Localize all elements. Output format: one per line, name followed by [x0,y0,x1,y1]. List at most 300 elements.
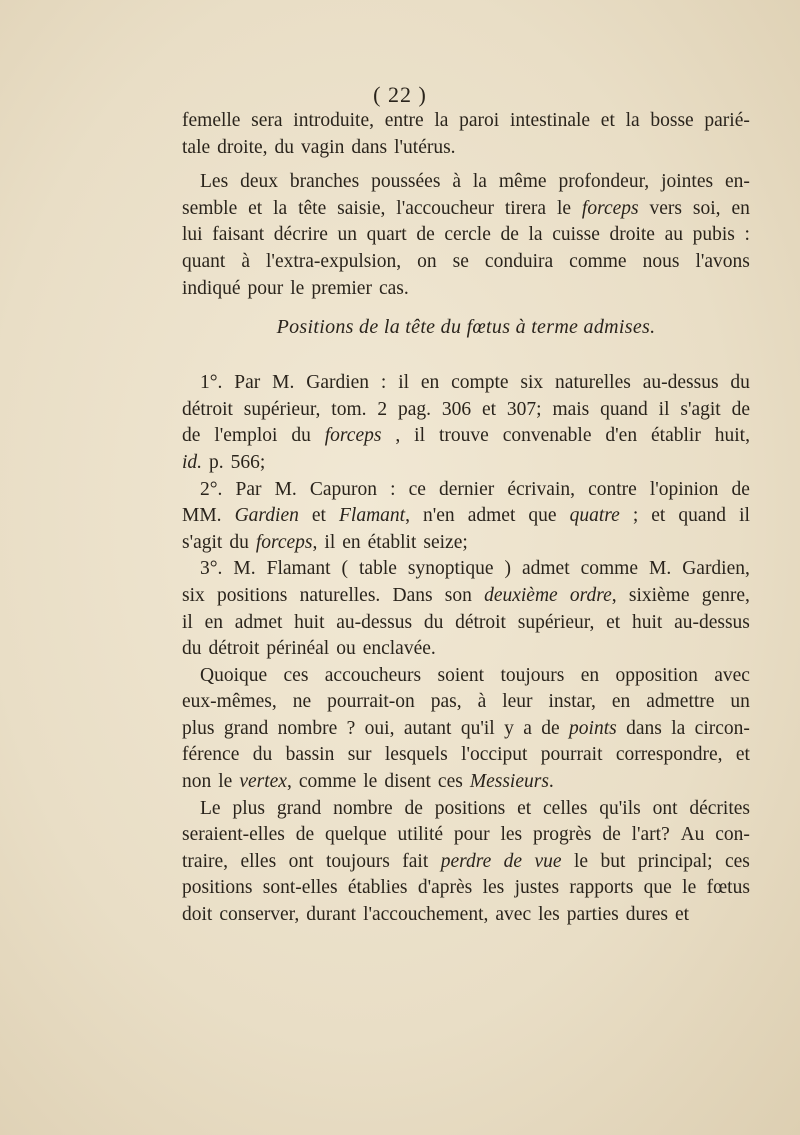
word: Flamant, [339,505,410,527]
word: : [380,372,387,394]
word: quatre [569,505,620,527]
word: l'utérus. [394,136,456,158]
word: pour [247,277,284,299]
word: ces [437,771,463,793]
word: l'occiput [461,744,528,766]
word: deuxième [484,584,558,606]
word: enclavée. [362,638,436,660]
word: le [573,850,589,872]
word: parié- [704,110,750,131]
word: vagin [301,136,345,158]
word: le [682,877,697,899]
text-line [182,665,750,692]
word: Les [200,171,229,193]
word: comme [580,558,639,580]
word: saisie, [337,197,386,219]
word: l'art? [631,824,670,846]
word: instar, [548,691,596,713]
word: nous [642,250,680,272]
word: M. [274,478,297,500]
word: : [390,478,396,500]
word: de [182,425,201,447]
word: toujours [325,850,390,872]
word: forceps [581,197,639,219]
word: positions [182,877,253,899]
text-line [182,505,750,532]
word: s'agit [680,398,721,420]
word: avec [714,664,750,686]
word: autant [403,717,452,739]
word: en [611,691,631,713]
word: grand [276,797,322,819]
word: au-dessus [336,611,413,633]
word: lui [182,224,203,246]
word: conserver, [219,904,300,926]
text-line [182,532,750,559]
text-line [182,110,750,137]
word: bassin [285,744,335,766]
word: 1°. [200,372,223,394]
word: ordre, [569,584,617,606]
word: pourrait [540,744,603,766]
word: son [444,584,472,606]
word: au-dessus [674,611,750,633]
text-line [182,851,750,878]
text-line [182,372,750,399]
word: but [600,850,626,872]
word: il [182,611,193,633]
word: qu'il [460,717,495,739]
word: férence [182,744,240,766]
word: ce [408,478,426,500]
word: du [423,611,444,633]
word: du [291,425,311,447]
word: positions [216,584,288,606]
word: du [274,136,295,158]
word: de [731,398,750,420]
text-line [182,877,750,904]
word: établies [347,877,408,899]
word: conduira [484,250,554,272]
word: genre, [701,584,750,606]
word: soient [437,664,485,686]
word: bosse [650,110,694,131]
word: de [500,224,519,246]
word: n'en [423,505,455,527]
word: jointes [661,171,714,193]
word: compte [451,372,509,394]
word: cercle [444,224,491,246]
word: celles [543,797,588,819]
word: Au [680,824,705,846]
word: lesquels [384,744,448,766]
word: décrire [273,224,328,246]
word: pag. [397,398,431,420]
word: perdre [440,850,492,872]
word: ces [724,850,750,872]
word: Quoique [200,664,268,686]
paragraph [182,479,750,559]
word: soi, [692,197,721,219]
word: quelque [324,824,387,846]
section-heading: Positions de la tête du fœtus à terme admises. [276,316,656,339]
word: s'agit [182,531,223,553]
word: admettre [646,691,715,713]
word: ? [346,717,356,739]
word: fœtus [706,877,750,899]
word: détroit [182,398,233,420]
text-line [182,612,750,639]
word: quant [182,250,226,272]
word: sixième [628,584,690,606]
word: ( [341,558,349,580]
paragraph [182,558,750,664]
word: il [739,505,750,527]
word: comme [298,771,357,793]
word: 2 [377,398,388,420]
text-line [182,904,750,931]
word: positions [434,797,506,819]
word: vertex, [239,771,292,793]
word: et [606,611,621,633]
word: huit [294,611,325,633]
word: et [675,904,690,926]
word: la [434,110,449,131]
word: tale [182,136,211,158]
text-line [182,171,750,198]
paragraph [182,171,750,304]
word: le [363,771,378,793]
word: supérieur, [243,398,321,420]
word: poussées [371,171,441,193]
word: et [651,505,666,527]
text-line [182,771,750,798]
word: dans [351,136,388,158]
word: vers [649,197,683,219]
word: détroit [208,638,260,660]
paragraph [182,665,750,798]
word: nombre [333,797,393,819]
text-line [182,638,750,665]
word: l'accouchement, [363,904,489,926]
word: et [517,797,532,819]
word: du [730,372,750,394]
word: pas, [430,691,462,713]
word: en [580,664,600,686]
word: écrivain, [507,478,575,500]
word: disent [384,771,431,793]
word: traire, [182,850,229,872]
word: ou [336,638,356,660]
word: on [417,250,437,272]
word: l'emploi [214,425,278,447]
word: entre [384,110,424,131]
word: pubis [692,224,735,246]
text-line [182,558,750,585]
word: grand [223,717,269,739]
word: parties [566,904,619,926]
word: périnéal [266,638,330,660]
word: du [252,744,273,766]
paragraph [182,798,750,931]
word: supérieur, [517,611,595,633]
word: M. [233,558,256,580]
word: l'accoucheur [396,197,494,219]
word: huit [631,611,663,633]
word: au [664,224,683,246]
word: forceps [324,425,382,447]
word: mais [552,398,590,420]
word: forceps, [255,531,318,553]
word: durant [306,904,357,926]
word: a [523,717,532,739]
word: quand [678,505,727,527]
word: trouve [438,425,489,447]
word: de [731,478,750,500]
word: 306 [441,398,472,420]
word: naturelles [555,372,631,394]
word: même [498,171,547,193]
word: convenable [502,425,592,447]
word: 2°. [200,478,223,500]
word: : [744,224,750,246]
word: Par [234,372,261,394]
word: intestinale [509,110,591,131]
word: cas. [378,277,409,299]
word: tête [298,197,327,219]
word: les [482,877,505,899]
word: en [204,611,223,633]
word: six [182,584,205,606]
word: l'extra-expulsion, [266,250,402,272]
word: paroi [459,110,500,131]
text-line [182,251,750,278]
word: Gardien, [682,558,750,580]
word: leur [502,691,533,713]
word: contre [588,478,637,500]
word: du [229,531,249,553]
word: admet [234,611,283,633]
word: admet [521,558,570,580]
text-line [182,718,750,745]
word: l'avons [695,250,750,272]
word: la [625,110,640,131]
word: 3°. [200,558,223,580]
word: cuisse [552,224,600,246]
word: il [658,398,670,420]
word: se [452,250,469,272]
word: toujours [500,664,565,686]
word: plus [182,717,215,739]
text-line [182,479,750,506]
word: un [337,224,358,246]
word: et [311,505,326,527]
word: opposition [615,664,698,686]
word: qu'ils [599,797,641,819]
word: 307; [506,398,542,420]
text-line [182,137,750,164]
word: circon- [694,717,750,739]
word: et [248,197,263,219]
word: droite, [217,136,268,158]
word: le [556,197,572,219]
word: au-dessus [642,372,719,394]
word: comme [569,250,627,272]
word: oui, [364,717,395,739]
word: progrès [533,824,592,846]
word: dernier [439,478,495,500]
text-line [182,691,750,718]
word: id. [182,451,203,473]
text-line [182,452,750,479]
word: Flamant [266,558,331,580]
word: elles [240,850,277,872]
word: Gardien [234,505,299,527]
word: points [569,717,617,739]
word: vue [534,850,562,872]
word: correspondre, [615,744,723,766]
text-line [182,585,750,612]
word: sur [347,744,372,766]
word: ) [504,558,511,580]
text-line [182,798,750,825]
word: et [481,398,497,420]
word: quart [366,224,407,246]
word: ces [283,664,309,686]
word: que [528,505,557,527]
word: ne [292,691,312,713]
word: l'opinion [649,478,719,500]
word: accoucheurs [324,664,422,686]
word: sera [251,110,283,131]
word: de [416,224,435,246]
word: seraient-elles [182,824,285,846]
word: les [500,824,523,846]
word: il [324,531,336,553]
word: il [414,425,426,447]
word: Messieurs. [469,771,554,793]
word: introduite, [293,110,374,131]
word: utilité [397,824,444,846]
word: dans [626,717,662,739]
word: en- [724,171,750,193]
body-text [182,110,750,931]
word: Le [200,797,221,819]
word: pour [453,824,490,846]
text-line [182,198,750,225]
word: faisant [212,224,265,246]
word: quand [600,398,648,420]
page-number: ( 22 ) [373,82,427,107]
word: et [600,110,615,131]
word: , [395,425,401,447]
word: ont [652,797,678,819]
text-line [182,224,750,251]
word: p. [209,451,224,473]
text-line [182,744,750,771]
word: tirera [504,197,547,219]
word: le [218,771,233,793]
word: Gardien [306,372,370,394]
word: premier [311,277,372,299]
word: deux [240,171,278,193]
word: avec [495,904,532,926]
word: de [404,797,423,819]
word: MM. [182,505,222,527]
word: admet [467,505,516,527]
word: non [182,771,212,793]
word: établir [651,425,701,447]
word: y [504,717,514,739]
continued-paragraph [182,110,750,163]
word: Dans [392,584,433,606]
word: huit, [714,425,750,447]
word: d'en [605,425,638,447]
word: nombre [277,717,338,739]
word: de [295,824,315,846]
word: ont [288,850,314,872]
word: M. [649,558,672,580]
word: table [359,558,397,580]
text-line [182,399,750,426]
word: que [643,877,672,899]
word: eux-mêmes, [182,691,277,713]
word: du [182,638,202,660]
word: M. [272,372,295,394]
word: ; [632,505,639,527]
word: con- [715,824,750,846]
word: en [420,372,440,394]
word: la [273,197,288,219]
word: de [541,717,560,739]
word: la [472,171,487,193]
word: de [602,824,621,846]
word: principal; [637,850,713,872]
word: en [731,197,750,219]
text-line [182,425,750,452]
word: rapports [569,877,634,899]
word: la [671,717,686,739]
word: un [730,691,750,713]
word: doit [182,904,213,926]
word: seize; [423,531,468,553]
paragraph [182,372,750,478]
word: les [538,904,560,926]
word: décrites [689,797,750,819]
word: tom. [331,398,367,420]
word: dures [625,904,669,926]
text-line [182,278,750,305]
word: à [241,250,250,272]
word: le [290,277,305,299]
word: semble [182,197,238,219]
word: branches [289,171,360,193]
word: à [452,171,461,193]
word: Par [235,478,262,500]
word: Capuron [309,478,378,500]
word: détroit [455,611,506,633]
word: pourrait-on [327,691,415,713]
word: de [503,850,523,872]
word: six [520,372,544,394]
word: synoptique [407,558,494,580]
word: fait [402,850,429,872]
word: sont-elles [262,877,338,899]
word: en [342,531,361,553]
word: il [398,372,410,394]
word: droite [609,224,655,246]
word: indiqué [182,277,241,299]
